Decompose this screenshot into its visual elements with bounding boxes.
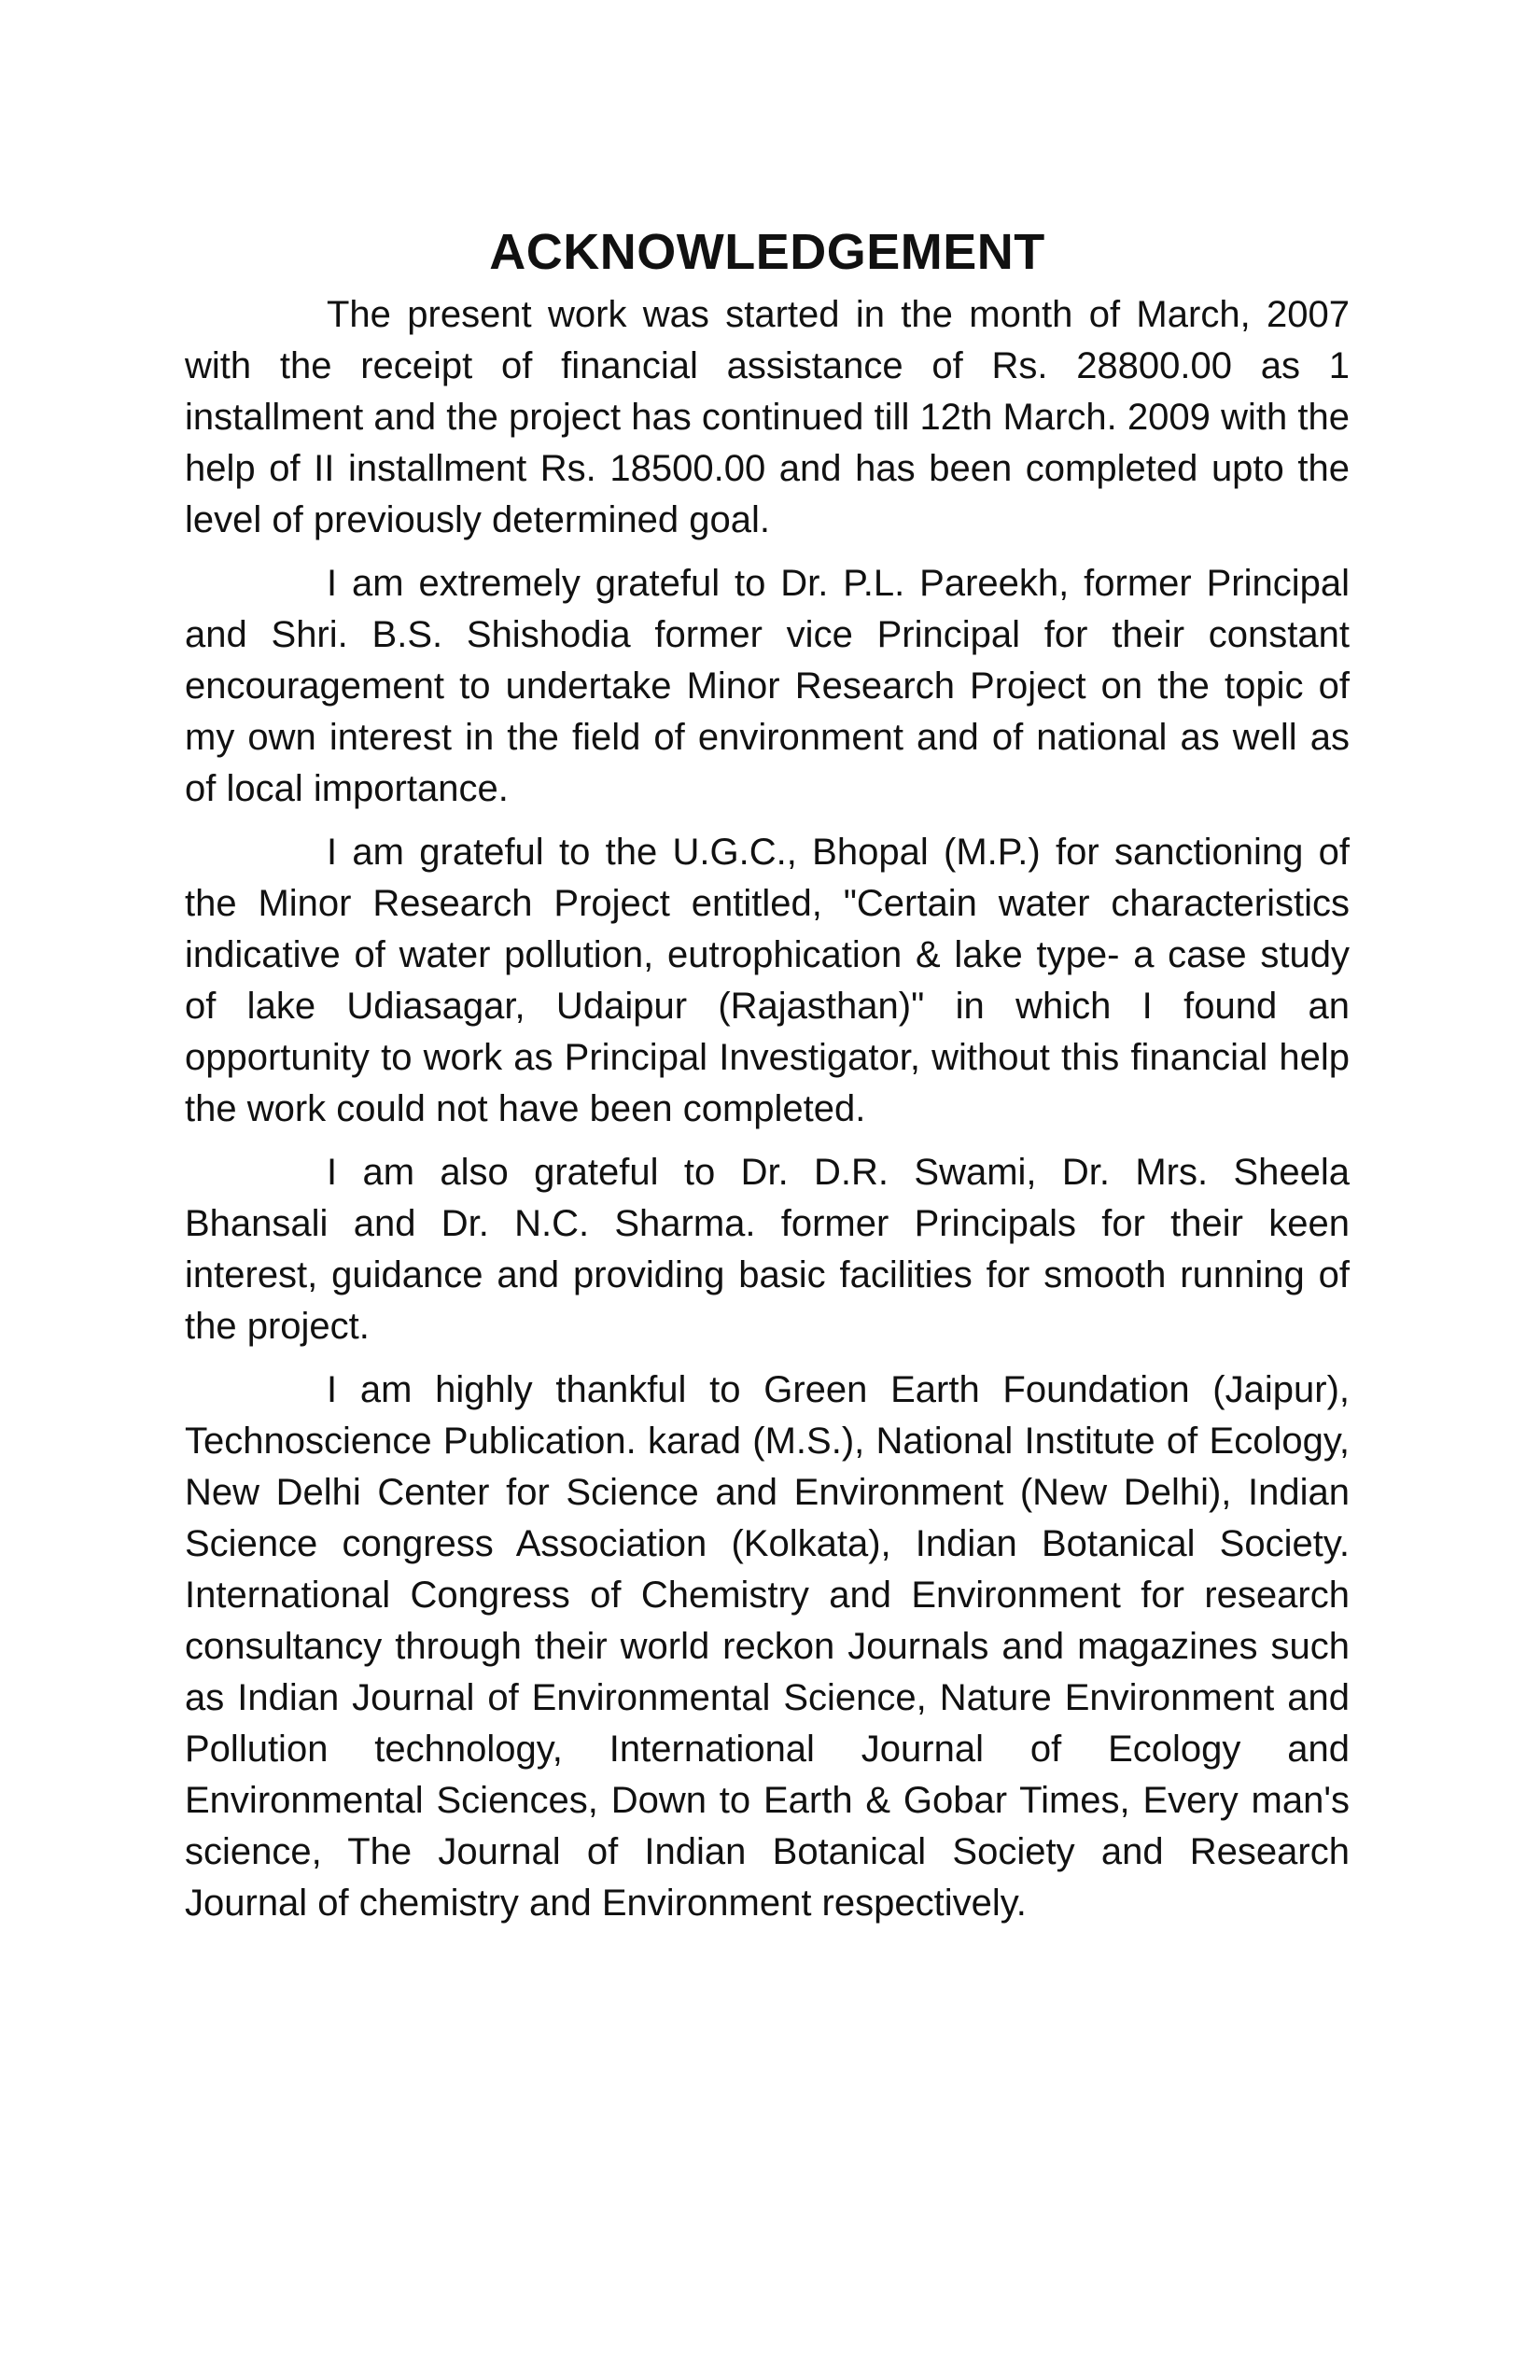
paragraph-principals: I am extremely grateful to Dr. P.L. Pareekh, former Principal and Shri. B.S. Shishodia former vice Principal for their constant encouragement to undertake Minor Research Project on the topic of my own interest in the field of environment and of national as well as of local importance. <box>185 563 1350 809</box>
paragraph-ugc: I am grateful to the U.G.C., Bhopal (M.P.) for sanctioning of the Minor Research Project entitled, "Certain water characteristics indicative of water pollution, eutrophication & lake type- a case study of lake Udiasagar, Udaipur (Rajasthan)" in which I found an opportunity to work as Principal Investigator, without this financial help the work could not have been completed. <box>185 832 1350 1129</box>
document-title: ACKNOWLEDGEMENT <box>489 224 1045 280</box>
document-page <box>185 224 1350 1941</box>
paragraph-funding: The present work was started in the month of March, 2007 with the receipt of financial assistance of Rs. 28800.00 as 1 installment and the project has continued till 12th March. 2009 with the help of II installment Rs. 18500.00 and has been completed upto the level of previously determined goal. <box>185 294 1350 540</box>
paragraph-former-principals: I am also grateful to Dr. D.R. Swami, Dr. Mrs. Sheela Bhansali and Dr. N.C. Sharma. former Principals for their keen interest, guidance and providing basic facilities for smooth running of the project. <box>185 1152 1350 1347</box>
paragraph-organizations: I am highly thankful to Green Earth Foundation (Jaipur), Technoscience Publication. karad (M.S.), National Institute of Ecology, New Delhi Center for Science and Environment (New Delhi), Indian Science congress Association (Kolkata), Indian Botanical Society. International Congress of Chemistry and Environment for research consultancy through their world reckon Journals and magazines such as Indian Journal of Environmental Science, Nature Environment and Pollution technology, International Journal of Ecology and Environmental Sciences, Down to Earth & Gobar Times, Every man's science, The Journal of Indian Botanical Society and Research Journal of chemistry and Environment respectively. <box>185 1369 1350 1924</box>
